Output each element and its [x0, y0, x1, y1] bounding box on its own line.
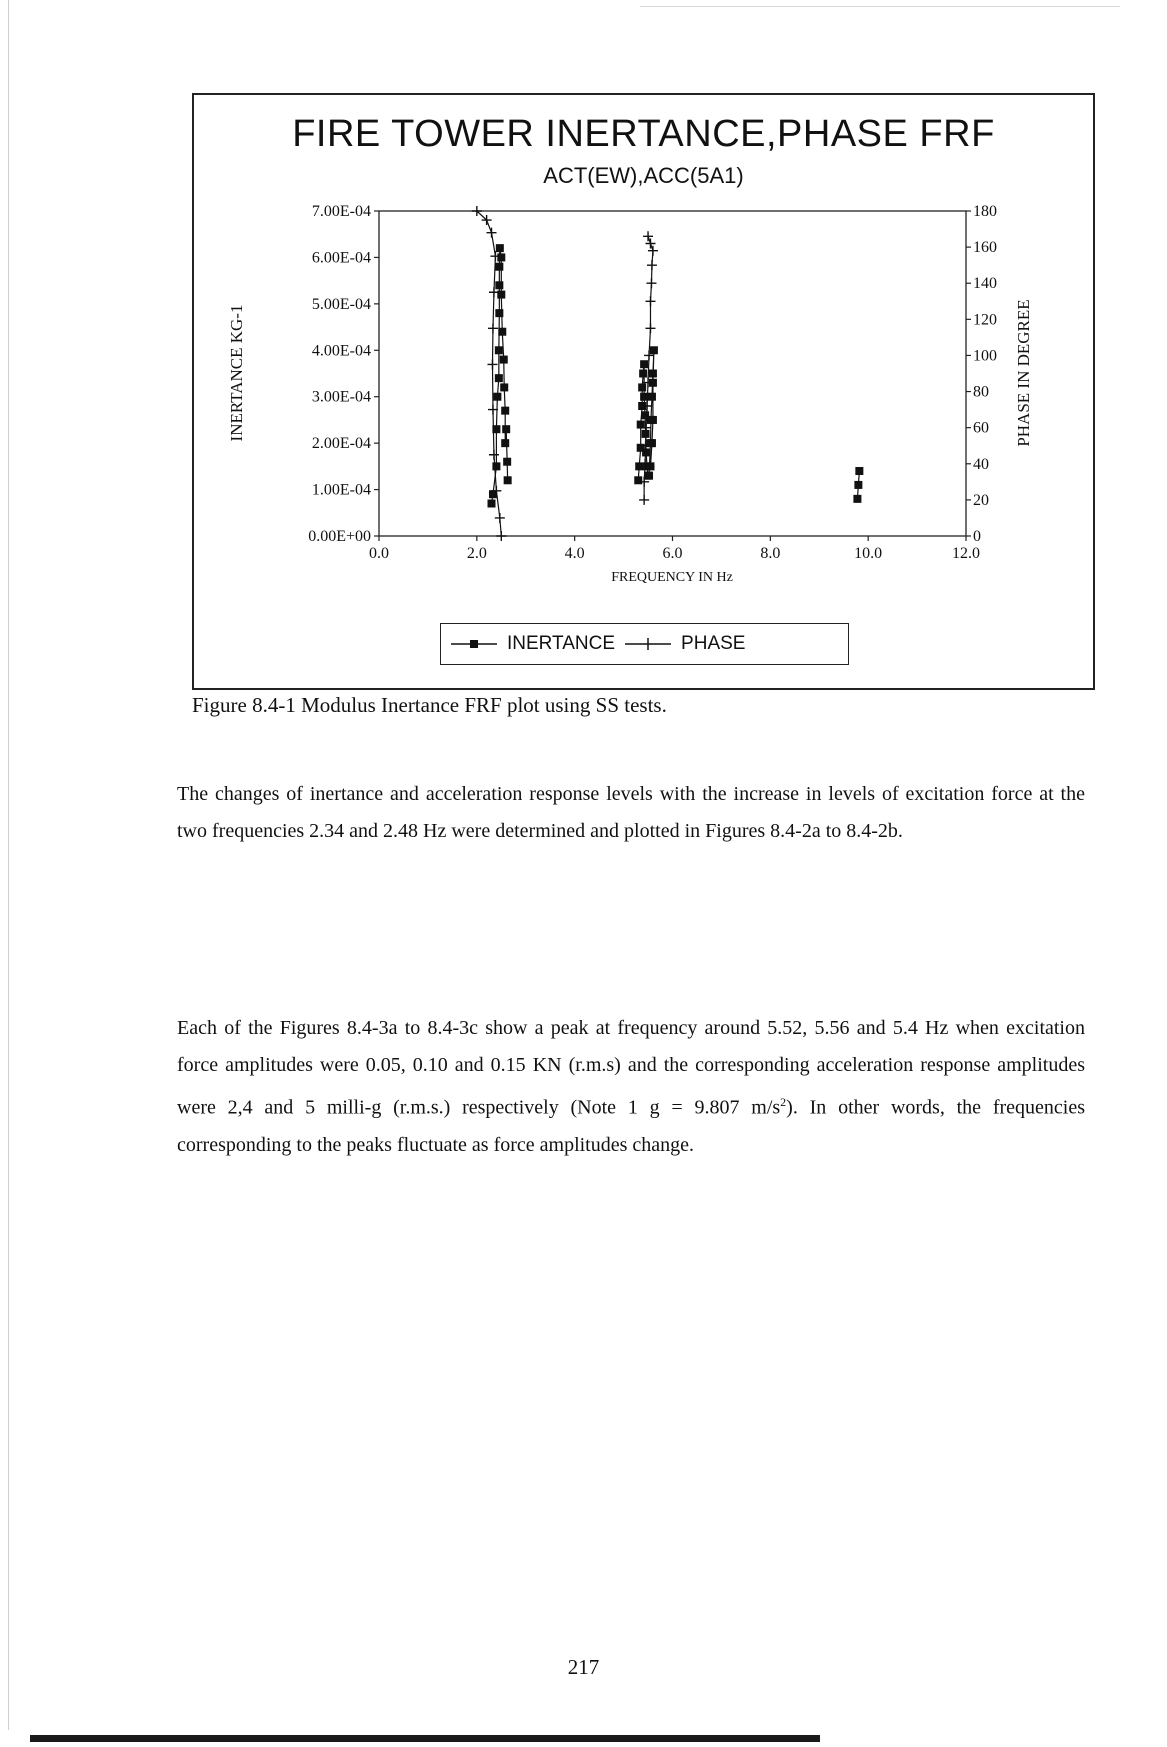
inertance-point — [645, 472, 653, 480]
x-tick-label: 10.0 — [854, 545, 883, 562]
paragraph-2 — [177, 1010, 1085, 1164]
inertance-point — [495, 374, 503, 382]
x-tick-label: 4.0 — [564, 545, 585, 562]
paragraph-1: The changes of inertance and acceleration response levels with the increase in levels of excitation force at the two frequencies 2.34 and 2.48 Hz were determined and plotted in Figures 8.4-2a to 8.4-2b. — [177, 783, 1085, 842]
phase-point — [639, 495, 649, 505]
inertance-point — [495, 263, 503, 271]
phase-point — [645, 296, 655, 306]
inertance-point — [498, 328, 506, 336]
inertance-point — [502, 425, 510, 433]
inertance-point — [488, 500, 496, 508]
chart-subtitle: ACT(EW),ACC(5A1) — [543, 163, 744, 188]
inertance-point — [495, 281, 503, 289]
inertance-point — [501, 407, 509, 415]
y2-axis-ticks — [966, 203, 997, 545]
legend-inertance-marker — [449, 635, 499, 653]
y2-tick-label: 100 — [973, 347, 997, 365]
y-axis-ticks — [308, 203, 379, 545]
page-number: 217 — [567, 1655, 600, 1679]
phase-point — [648, 246, 658, 256]
inertance-point — [497, 253, 505, 261]
inertance-point — [647, 416, 655, 424]
phase-point — [487, 359, 497, 369]
chart-legend — [440, 623, 849, 665]
x-axis-ticks — [369, 536, 980, 562]
y-axis-label: INERTANCE KG-1 — [227, 304, 246, 442]
y-tick-label: 5.00E-04 — [311, 295, 371, 313]
page-top-line — [640, 6, 1120, 7]
y-tick-label: 1.00E-04 — [311, 481, 371, 499]
phase-point — [645, 239, 655, 249]
superscript: 2 — [780, 1095, 787, 1109]
phase-point — [488, 323, 498, 333]
paragraph-2-text-end: ). In other words, the frequencies corresponding to the peaks fluctuate as force amplitudes change. — [177, 1096, 1086, 1156]
figure-caption: Figure 8.4-1 Modulus Inertance FRF plot using SS tests. — [192, 693, 667, 717]
y-tick-label: 6.00E-04 — [311, 249, 371, 267]
inertance-point — [503, 458, 511, 466]
x-tick-label: 2.0 — [466, 545, 487, 562]
y2-tick-label: 0 — [973, 528, 981, 545]
inertance-point — [500, 356, 508, 364]
y-tick-label: 3.00E-04 — [311, 388, 371, 406]
inertance-point — [648, 393, 656, 401]
inertance-point — [650, 346, 658, 354]
x-tick-label: 12.0 — [952, 545, 980, 562]
y2-tick-label: 160 — [973, 239, 997, 257]
inertance-point — [501, 439, 509, 447]
x-axis-label: FREQUENCY IN Hz — [611, 570, 733, 585]
inertance-point — [649, 370, 657, 378]
inertance-point — [853, 495, 861, 503]
phase-point — [495, 513, 505, 523]
x-tick-label: 8.0 — [760, 545, 781, 562]
y2-tick-label: 180 — [973, 203, 997, 220]
y2-tick-label: 60 — [973, 419, 989, 437]
phase-point — [646, 278, 656, 288]
x-tick-label: 0.0 — [369, 545, 389, 562]
y2-tick-label: 120 — [973, 311, 997, 329]
phase-point — [496, 531, 506, 541]
y2-axis-label: PHASE IN DEGREE — [1014, 299, 1033, 447]
y-tick-label: 4.00E-04 — [311, 342, 371, 360]
y-tick-label: 2.00E-04 — [311, 435, 371, 453]
phase-point — [645, 323, 655, 333]
page-bottom-rule — [30, 1735, 820, 1742]
inertance-point — [854, 481, 862, 489]
inertance-point — [504, 476, 512, 484]
inertance-point — [639, 370, 647, 378]
inertance-point — [640, 360, 648, 368]
inertance-point — [495, 346, 503, 354]
chart-plot — [194, 95, 1093, 615]
paragraph-2-text: Each of the Figures 8.4-3a to 8.4-3c show a peak at frequency around 5.52, 5.56 and 5.4 Hz when excitation force amplitudes were 0.05, 0.10 and 0.15 KN (r.m.s) and the corresponding acceleration response amplitudes were 2,4 and 5 milli-g (r.m.s.) respectively (Note 1 g = 9.807 m/s — [177, 1017, 1085, 1119]
phase-point — [647, 260, 657, 270]
x-tick-label: 6.0 — [662, 545, 683, 562]
y2-tick-label: 20 — [973, 491, 989, 509]
y-tick-label: 7.00E-04 — [311, 203, 371, 220]
plot-area — [379, 211, 966, 536]
legend-phase-label: PHASE — [681, 633, 746, 654]
y2-tick-label: 140 — [973, 275, 997, 293]
phase-point — [489, 450, 499, 460]
page-edge — [8, 0, 9, 1730]
inertance-point — [492, 462, 500, 470]
legend-inertance-label: INERTANCE — [507, 633, 616, 654]
inertance-point — [493, 393, 501, 401]
y2-tick-label: 40 — [973, 455, 989, 473]
chart-title: FIRE TOWER INERTANCE,PHASE FRF — [292, 113, 995, 155]
phase-point — [487, 228, 497, 238]
phase-point — [643, 231, 653, 241]
figure-frame — [192, 93, 1095, 690]
series-layer — [472, 206, 864, 541]
y2-tick-label: 80 — [973, 383, 989, 401]
legend-phase-marker — [623, 635, 673, 653]
inertance-point — [638, 383, 646, 391]
inertance-point — [496, 244, 504, 252]
inertance-point — [500, 383, 508, 391]
inertance-point — [495, 309, 503, 317]
inertance-point — [855, 467, 863, 475]
y-tick-label: 0.00E+00 — [308, 528, 371, 545]
inertance-point — [634, 476, 642, 484]
